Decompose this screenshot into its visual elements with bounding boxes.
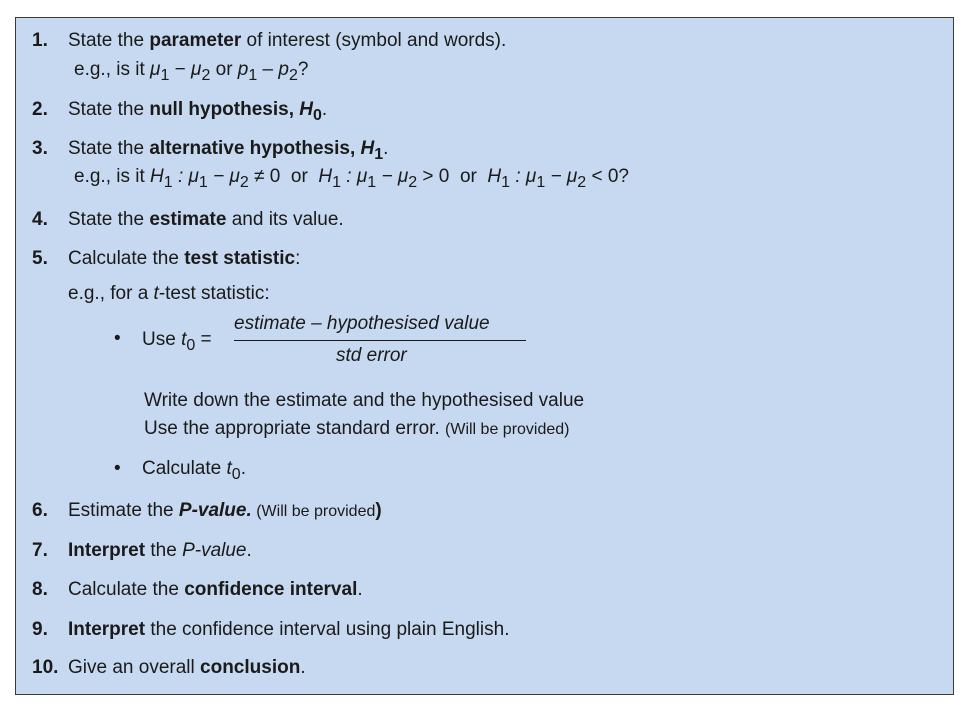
step-text: State the (68, 99, 150, 120)
step-number: 4. (32, 209, 48, 230)
step-text: . (300, 657, 306, 678)
operator: – (257, 59, 279, 80)
operator: − (169, 59, 192, 80)
subscript: 1 (160, 66, 170, 84)
step-text: Calculate the (68, 248, 185, 269)
expression: : μ (341, 166, 368, 187)
step-number: 6. (32, 500, 48, 521)
expression: ≠ 0 (248, 166, 281, 187)
t-symbol: t (226, 458, 232, 479)
keyword: Interpret (68, 619, 146, 640)
keyword: Interpret (68, 540, 146, 561)
step-text: the (145, 540, 183, 561)
expression: : μ (172, 166, 199, 187)
p-symbol: p (237, 59, 249, 80)
keyword: alternative hypothesis, (149, 138, 361, 159)
subscript: 2 (239, 173, 249, 191)
step-number: 8. (32, 579, 48, 600)
step-5-example (68, 282, 270, 306)
subscript: 2 (201, 66, 211, 84)
or-text: or (459, 166, 477, 187)
h-symbol: H (360, 138, 375, 159)
step-text: . (321, 99, 328, 120)
example-text: -test statistic: (158, 283, 270, 304)
step-text: : (295, 248, 301, 269)
step-text: . (246, 540, 252, 561)
step-text: State the (68, 209, 150, 230)
fraction-denominator: std error (336, 345, 407, 366)
t-symbol: t (153, 283, 159, 304)
subscript: 2 (577, 173, 587, 191)
step-3-example (74, 165, 629, 195)
subscript: 0 (231, 465, 241, 483)
subscript: 0 (186, 336, 196, 354)
step-text: Calculate the (68, 579, 185, 600)
keyword: P-value. (178, 500, 252, 521)
subscript: 2 (288, 66, 298, 84)
expression: < 0? (586, 166, 629, 187)
expression: : μ (510, 166, 537, 187)
step-text: . (357, 579, 363, 600)
provided-note: (Will be provided) (445, 421, 570, 438)
use-formula (142, 328, 212, 358)
step-number: 3. (32, 138, 48, 159)
subscript: 1 (332, 173, 342, 191)
step-text: Use the appropriate standard error. (144, 418, 440, 439)
keyword: parameter (149, 30, 242, 51)
step-text: Estimate the (68, 500, 179, 521)
t-symbol: t (181, 329, 187, 350)
step-text: State the (68, 30, 150, 51)
keyword: conclusion (200, 657, 301, 678)
fraction-bar (234, 340, 526, 341)
step-text: and its value. (226, 209, 344, 230)
expression: > 0 (417, 166, 450, 187)
mu-symbol: μ (150, 59, 161, 80)
p-symbol: p (278, 59, 289, 80)
step-number: 7. (32, 540, 48, 561)
step-text: Calculate (142, 458, 227, 479)
step-text: of interest (symbol and words). (241, 30, 507, 51)
bullet-icon: • (114, 458, 121, 479)
calculate-t0 (142, 457, 246, 487)
or-text: or (210, 59, 238, 80)
equals-sign: = (200, 329, 212, 350)
write-down-text: Write down the estimate and the hypothesised value (144, 390, 585, 411)
steps-panel (15, 17, 954, 695)
step-text: . (240, 458, 246, 479)
subscript: 1 (374, 145, 384, 163)
h-symbol: H (150, 166, 164, 187)
expression: − μ (207, 166, 240, 187)
mu-symbol: μ (191, 59, 202, 80)
question-mark: ? (297, 59, 309, 80)
expression: − μ (545, 166, 578, 187)
h-symbol: H (318, 166, 333, 187)
step-text: Give an overall (68, 657, 201, 678)
h-symbol: H (487, 166, 502, 187)
subscript: 1 (163, 173, 173, 191)
provided-note: ) (375, 500, 382, 521)
subscript: 2 (408, 173, 418, 191)
step-text: . (383, 138, 389, 159)
subscript: 1 (248, 66, 258, 84)
example-text: e.g., is it (74, 59, 151, 80)
subscript: 1 (536, 173, 546, 191)
step-text: the confidence interval using plain English. (145, 619, 510, 640)
bullet-icon: • (114, 328, 121, 349)
expression: − μ (376, 166, 409, 187)
step-number: 9. (32, 619, 48, 640)
provided-note: (Will be provided (251, 503, 376, 520)
keyword: null hypothesis, (149, 99, 300, 120)
p-value-text: P-value (182, 540, 247, 561)
use-text: Use (142, 329, 182, 350)
subscript: 0 (312, 106, 322, 124)
step-text: State the (68, 138, 150, 159)
step-number: 10. (32, 657, 59, 678)
step-number: 1. (32, 30, 48, 51)
keyword: confidence interval (184, 579, 358, 600)
fraction-numerator: estimate – hypothesised value (234, 313, 490, 334)
subscript: 1 (367, 173, 377, 191)
subscript: 1 (501, 173, 511, 191)
keyword: estimate (149, 209, 227, 230)
h-symbol: H (299, 99, 313, 120)
standard-error-text (144, 417, 570, 442)
step-number: 5. (32, 248, 48, 269)
step-number: 2. (32, 99, 48, 120)
step-1-example (74, 58, 308, 88)
keyword: test statistic (184, 248, 296, 269)
subscript: 1 (198, 173, 208, 191)
or-text: or (290, 166, 308, 187)
example-text: e.g., is it (74, 166, 151, 187)
example-text: e.g., for a (68, 283, 154, 304)
